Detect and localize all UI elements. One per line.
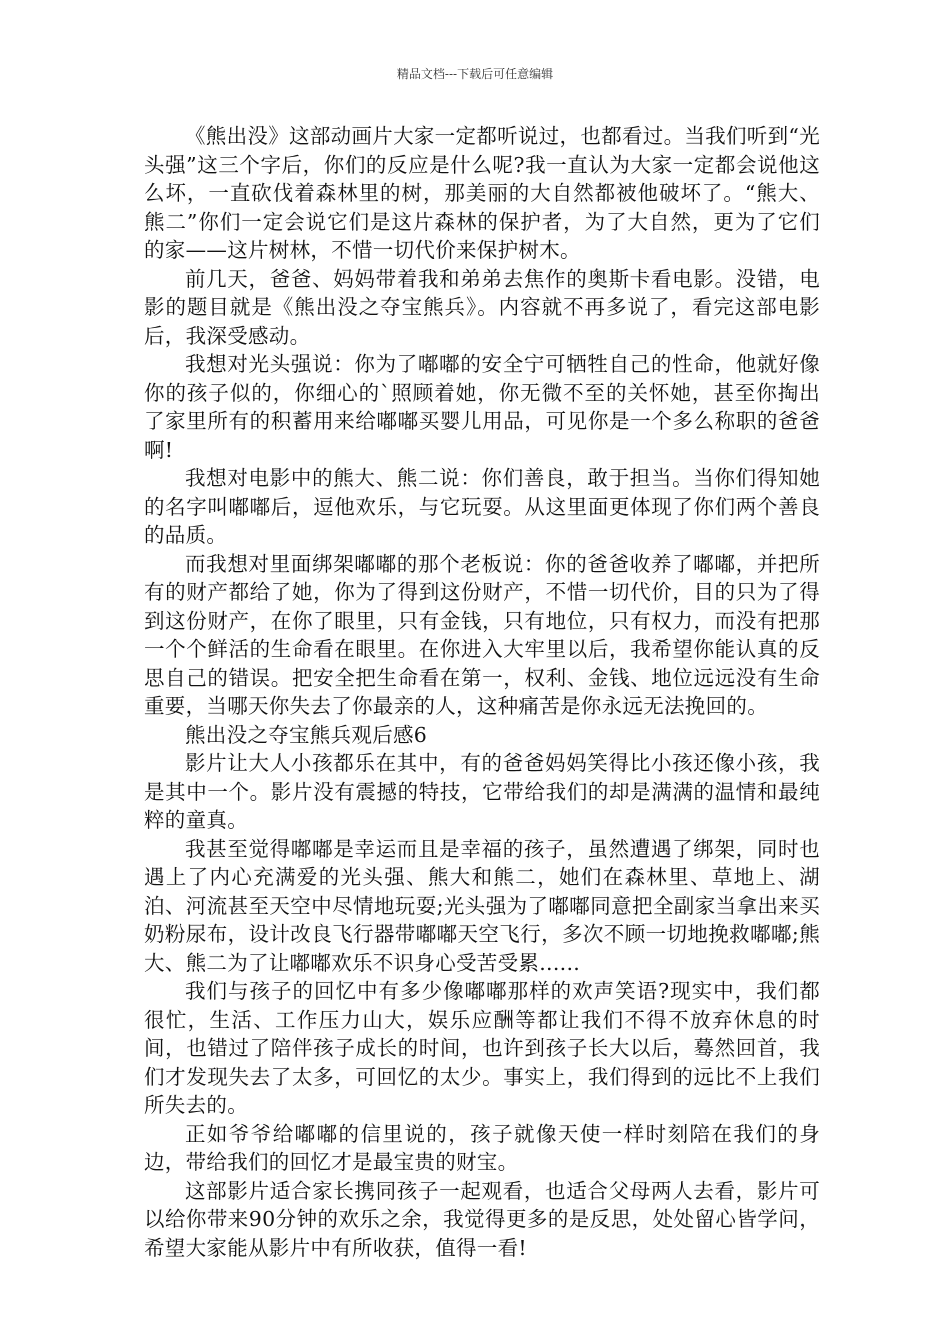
page-header: 精品文档---下载后可任意编辑: [396, 67, 554, 81]
paragraph-memories: 我们与孩子的回忆中有多少像嘟嘟那样的欢声笑语?现实中，我们都很忙，生活、工作压力山大，娱乐应酬等都让我们不得不放弃休息的时间，也错过了陪伴孩子成长的时间，也许到孩子长大以后，蓦然回首，我们才发现失去了太多，可回忆的太少。事实上，我们得到的远比不上我们所失去的。: [144, 979, 820, 1117]
paragraph-watching-movie: 前几天，爸爸、妈妈带着我和弟弟去焦作的奥斯卡看电影。没错，电影的题目就是《熊出没之夺宝熊兵》。内容就不再多说了，看完这部电影后，我深受感动。: [144, 266, 820, 348]
document-body: [144, 122, 820, 1262]
paragraph-fun-for-all: 影片让大人小孩都乐在其中，有的爸爸妈妈笑得比小孩还像小孩，我是其中一个。影片没有震撼的特技，它带给我们的却是满满的温情和最纯粹的童真。: [144, 751, 820, 832]
paragraph-to-guangtouqiang: 我想对光头强说：你为了嘟嘟的安全宁可牺牲自己的性命，他就好像你的孩子似的，你细心的`照顾着她，你无微不至的关怀她，甚至你掏出了家里所有的积蓄用来给嘟嘟买婴儿用品，可见你是一个多么称职的爸爸啊!: [144, 352, 820, 462]
paragraph-conclusion: 这部影片适合家长携同孩子一起观看，也适合父母两人去看，影片可以给你带来90分钟的欢乐之余，我觉得更多的是反思，处处留心皆学问，希望大家能从影片中有所收获，值得一看!: [144, 1178, 820, 1260]
paragraph-grandpa-letter: 正如爷爷给嘟嘟的信里说的，孩子就像天使一样时刻陪在我们的身边，带给我们的回忆才是最宝贵的财宝。: [144, 1121, 820, 1174]
paragraph-to-bears: 我想对电影中的熊大、熊二说：你们善良，敢于担当。当你们得知她的名字叫嘟嘟后，逗他欢乐，与它玩耍。从这里面更体现了你们两个善良的品质。: [144, 466, 820, 547]
paragraph-dudu-lucky: 我甚至觉得嘟嘟是幸运而且是幸福的孩子，虽然遭遇了绑架，同时也遇上了内心充满爱的光头强、熊大和熊二，她们在森林里、草地上、湖泊、河流甚至天空中尽情地玩耍;光头强为了嘟嘟同意把全副家当拿出来买奶粉尿布，设计改良飞行器带嘟嘟天空飞行，多次不顾一切地挽救嘟嘟;熊大、熊二为了让嘟嘟欢乐不识身心受苦受累......: [144, 836, 820, 975]
paragraph-intro: 《熊出没》这部动画片大家一定都听说过，也都看过。当我们听到“光头强”这三个字后，你们的反应是什么呢?我一直认为大家一定都会说他这么坏，一直砍伐着森林里的树，那美丽的大自然都被他破坏了。“熊大、熊二”你们一定会说它们是这片森林的保护者，为了大自然，更为了它们的家——这片树林，不惜一切代价来保护树木。: [144, 124, 820, 262]
section-title: 熊出没之夺宝熊兵观后感6: [185, 722, 428, 747]
paragraph-to-boss: 而我想对里面绑架嘟嘟的那个老板说：你的爸爸收养了嘟嘟，并把所有的财产都给了她，你为了得到这份财产，不惜一切代价，目的只为了得到这份财产，在你了眼里，只有金钱，只有地位，只有权力，而没有把那一个个鲜活的生命看在眼里。在你进入大牢里以后，我希望你能认真的反思自己的错误。把安全把生命看在第一，权利、金钱、地位远远没有生命重要，当哪天你失去了你最亲的人，这种痛苦是你永远无法挽回的。: [144, 551, 820, 718]
